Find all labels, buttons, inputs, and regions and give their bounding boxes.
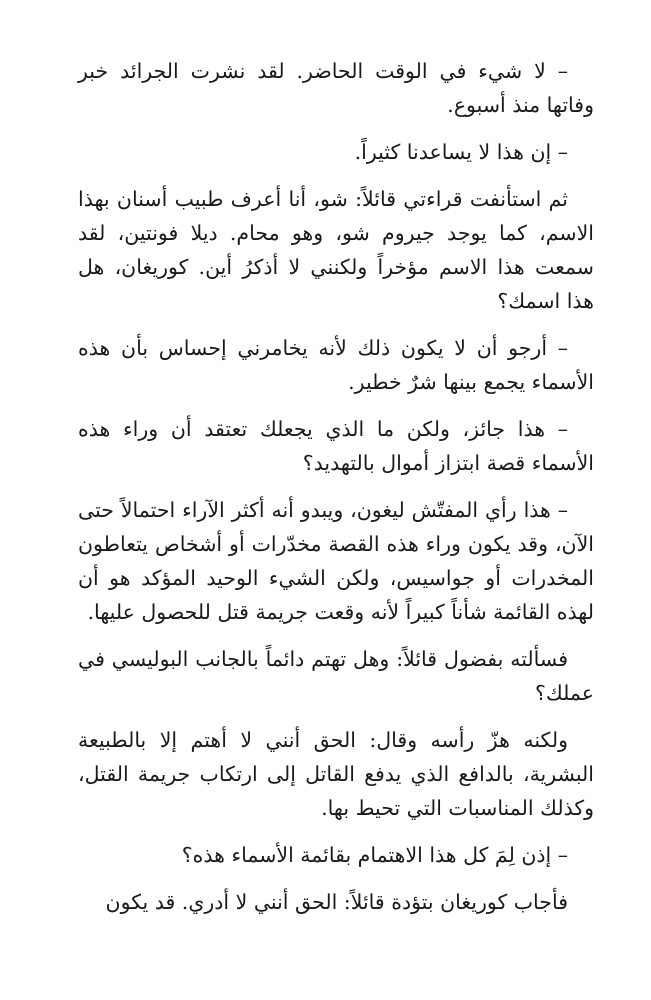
- paragraph-4: – أرجو أن لا يكون ذلك لأنه يخامرني إحساس بأن هذه الأسماء يجمع بينها شرٌ خطير.: [78, 336, 594, 394]
- paragraph-8: ولكنه هزّ رأسه وقال: الحق أنني لا أهتم إلا بالطبيعة البشرية، بالدافع الذي يدفع القاتل إلى ارتكاب جريمة القتل، وكذلك المناسبات التي تحيط بها.: [78, 728, 594, 820]
- paragraph-7: فسألته بفضول قائلاً: وهل تهتم دائماً بالجانب البوليسي في عملك؟: [78, 647, 594, 705]
- paragraph-9: – إذن لِمَ كل هذا الاهتمام بقائمة الأسماء هذه؟: [181, 843, 568, 867]
- paragraph-1: – لا شيء في الوقت الحاضر. لقد نشرت الجرائد خبر وفاتها منذ أسبوع.: [78, 59, 594, 117]
- paragraph-5: – هذا جائز، ولكن ما الذي يجعلك تعتقد أن وراء هذه الأسماء قصة ابتزاز أموال بالتهديد؟: [78, 417, 594, 475]
- book-page-text: [78, 54, 594, 932]
- paragraph-3: ثم استأنفت قراءتي قائلاً: شو، أنا أعرف طبيب أسنان بهذا الاسم، كما يوجد جيروم شو، وهو محام. ديلا فونتين، لقد سمعت هذا الاسم مؤخراً ولكنني لا أذكرُ أين. كوريغان، هل هذا اسمك؟: [78, 187, 594, 313]
- paragraph-2: – إن هذا لا يساعدنا كثيراً.: [354, 140, 568, 164]
- paragraph-6: – هذا رأي المفتّش ليغون، ويبدو أنه أكثر الآراء احتمالاً حتى الآن، وقد يكون وراء هذه القصة مخدّرات أو أشخاص يتعاطون المخدرات أو جواسيس، ولكن الشيء الوحيد المؤكد هو أن لهذه القائمة شأناً كبيراً لأنه وقعت جريمة قتل للحصول عليها.: [78, 498, 594, 624]
- paragraph-10: فأجاب كوريغان بتؤدة قائلاً: الحق أنني لا أدري. قد يكون: [105, 890, 568, 914]
